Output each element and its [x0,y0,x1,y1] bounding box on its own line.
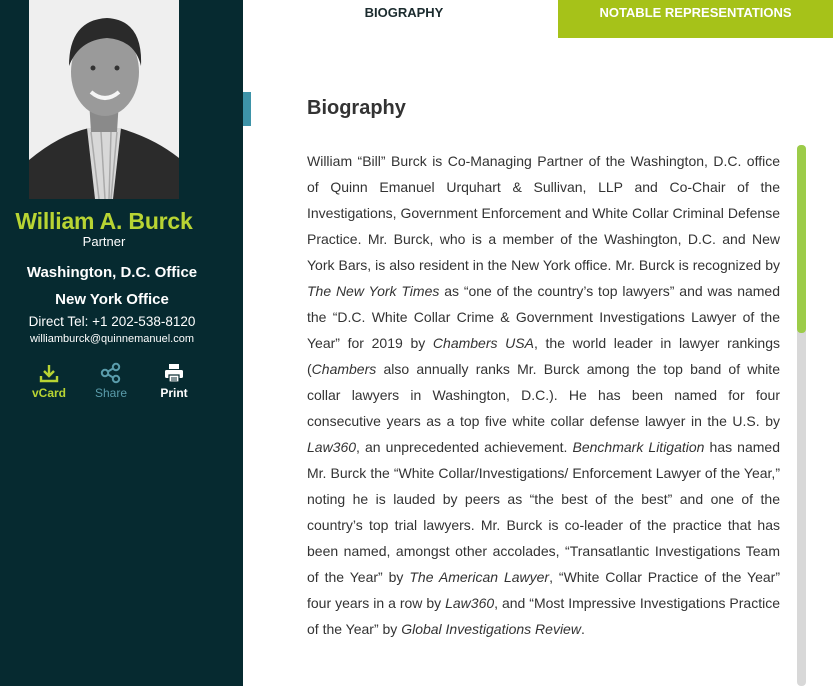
profile-sidebar [0,0,243,686]
download-icon [24,362,74,384]
office-link-washington[interactable]: Washington, D.C. Office [26,264,198,281]
print-label: Print [160,386,188,400]
email-link[interactable]: williamburck@quinnemanuel.com [29,333,194,345]
print-button[interactable] [149,362,199,400]
print-icon [149,362,199,384]
profile-photo [29,0,179,199]
section-accent-bar [243,92,251,126]
tab-biography[interactable]: BIOGRAPHY [364,5,444,20]
vcard-button[interactable] [24,362,74,400]
share-button[interactable] [86,362,136,400]
tab-notable-representations[interactable]: NOTABLE REPRESENTATIONS [558,0,833,38]
section-heading: Biography [307,97,406,119]
attorney-title: Partner [82,234,126,249]
direct-phone[interactable]: Direct Tel: +1 202-538-8120 [28,314,196,329]
scrollbar-thumb[interactable] [797,145,806,333]
attorney-name: William A. Burck [15,208,193,234]
share-label: Share [94,386,128,400]
office-link-new-york[interactable]: New York Office [55,291,169,308]
share-icon [86,362,136,384]
biography-text: William “Bill” Burck is Co-Managing Partner of the Washington, D.C. office of Quinn Emanuel Urquhart & Sullivan, LLP and Co-Chair of the Investigations, Government Enforcement and White Collar Criminal Defense Practice. Mr. Burck, who is a member of the Washington, D.C. and New York Bars, is also resident in the New York office. Mr. Burck is recognized by The New York Times as “one of the country’s top lawyers” and was named the “D.C. White Collar Crime & Government Investigations Lawyer of the Year” for 2019 by Chambers USA, the world leader in lawyer rankings (Chambers also annually ranks Mr. Burck among the top band of white collar lawyers in Washington, D.C.). He has been named for four consecutive years as a top five white collar defense lawyer in the U.S. by Law360, an unprecedented achievement. Benchmark Litigation has named Mr. Burck the “White Collar/Investigations/ Enforcement Lawyer of the Year,” noting he is lauded by peers as “the best of the best” and one of the country’s top trial lawyers. Mr. Burck is co-leader of the practice that has been named, amongst other accolades, “Transatlantic Investigations Team of the Year” by The American Lawyer, “White Collar Practice of the Year” four years in a row by Law360, and “Most Impressive Investigations Practice of the Year” by Global Investigations Review. [307,153,780,637]
vcard-label: vCard [31,386,66,400]
